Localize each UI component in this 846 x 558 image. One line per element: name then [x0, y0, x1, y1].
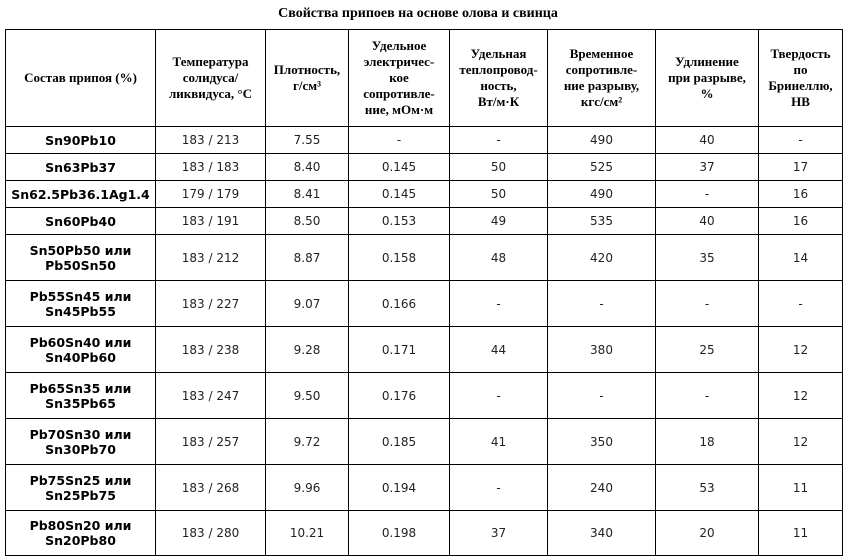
cell-temperature: 183 / 183	[156, 154, 266, 181]
cell-elongation: 37	[656, 154, 759, 181]
cell-composition: Pb60Sn40 или Sn40Pb60	[6, 327, 156, 373]
cell-resistivity: 0.194	[349, 465, 450, 511]
cell-temperature: 183 / 247	[156, 373, 266, 419]
cell-temperature: 183 / 227	[156, 281, 266, 327]
cell-hardness: 16	[759, 181, 843, 208]
cell-elongation: 25	[656, 327, 759, 373]
table-row	[6, 154, 843, 181]
cell-temperature: 183 / 268	[156, 465, 266, 511]
header-elongation: Удлинение при разрыве, %	[656, 30, 759, 127]
cell-conductivity: -	[450, 127, 548, 154]
table-row	[6, 419, 843, 465]
cell-conductivity: 49	[450, 208, 548, 235]
cell-density: 10.21	[266, 511, 349, 556]
cell-elongation: 53	[656, 465, 759, 511]
solder-properties-table	[5, 29, 843, 556]
cell-density: 8.40	[266, 154, 349, 181]
cell-composition: Pb70Sn30 или Sn30Pb70	[6, 419, 156, 465]
cell-composition: Pb75Sn25 или Sn25Pb75	[6, 465, 156, 511]
cell-density: 7.55	[266, 127, 349, 154]
cell-resistivity: 0.145	[349, 154, 450, 181]
cell-hardness: 11	[759, 511, 843, 556]
cell-temperature: 183 / 280	[156, 511, 266, 556]
header-composition: Состав припоя (%)	[6, 30, 156, 127]
cell-hardness: 12	[759, 419, 843, 465]
cell-resistivity: -	[349, 127, 450, 154]
cell-composition: Pb55Sn45 или Sn45Pb55	[6, 281, 156, 327]
cell-hardness: 12	[759, 373, 843, 419]
cell-density: 8.87	[266, 235, 349, 281]
cell-conductivity: -	[450, 373, 548, 419]
table-row	[6, 208, 843, 235]
header-temperature: Температура солидуса/ ликвидуса, °C	[156, 30, 266, 127]
cell-elongation: -	[656, 181, 759, 208]
cell-resistivity: 0.153	[349, 208, 450, 235]
cell-temperature: 183 / 238	[156, 327, 266, 373]
header-hardness: Твердость по Бринеллю, HB	[759, 30, 843, 127]
cell-tensile-strength: 340	[548, 511, 656, 556]
cell-composition: Sn62.5Pb36.1Ag1.4	[6, 181, 156, 208]
cell-conductivity: -	[450, 465, 548, 511]
cell-tensile-strength: 525	[548, 154, 656, 181]
cell-density: 8.50	[266, 208, 349, 235]
cell-density: 8.41	[266, 181, 349, 208]
cell-composition: Sn63Pb37	[6, 154, 156, 181]
cell-temperature: 183 / 212	[156, 235, 266, 281]
cell-hardness: 11	[759, 465, 843, 511]
cell-conductivity: 50	[450, 154, 548, 181]
header-tensile-strength: Временное сопротивле- ние разрыву, кгс/см²	[548, 30, 656, 127]
cell-composition: Pb65Sn35 или Sn35Pb65	[6, 373, 156, 419]
cell-hardness: -	[759, 127, 843, 154]
cell-tensile-strength: 535	[548, 208, 656, 235]
cell-density: 9.50	[266, 373, 349, 419]
cell-resistivity: 0.166	[349, 281, 450, 327]
cell-temperature: 183 / 191	[156, 208, 266, 235]
header-density: Плотность, г/см³	[266, 30, 349, 127]
cell-hardness: 17	[759, 154, 843, 181]
cell-elongation: 40	[656, 127, 759, 154]
cell-tensile-strength: -	[548, 373, 656, 419]
cell-density: 9.96	[266, 465, 349, 511]
cell-tensile-strength: -	[548, 281, 656, 327]
cell-conductivity: 48	[450, 235, 548, 281]
cell-hardness: 14	[759, 235, 843, 281]
cell-elongation: 35	[656, 235, 759, 281]
cell-resistivity: 0.145	[349, 181, 450, 208]
cell-density: 9.07	[266, 281, 349, 327]
cell-conductivity: 37	[450, 511, 548, 556]
header-row	[6, 30, 843, 127]
cell-elongation: -	[656, 373, 759, 419]
cell-temperature: 183 / 257	[156, 419, 266, 465]
cell-hardness: 16	[759, 208, 843, 235]
cell-elongation: -	[656, 281, 759, 327]
cell-resistivity: 0.171	[349, 327, 450, 373]
cell-composition: Sn90Pb10	[6, 127, 156, 154]
table-row	[6, 181, 843, 208]
table-row	[6, 373, 843, 419]
cell-resistivity: 0.158	[349, 235, 450, 281]
cell-elongation: 18	[656, 419, 759, 465]
header-resistivity: Удельное электричес- кое сопротивле- ние, мОм·м	[349, 30, 450, 127]
table-title: Свойства припоев на основе олова и свинца	[278, 6, 558, 21]
cell-resistivity: 0.176	[349, 373, 450, 419]
cell-elongation: 20	[656, 511, 759, 556]
cell-tensile-strength: 490	[548, 181, 656, 208]
cell-tensile-strength: 420	[548, 235, 656, 281]
cell-tensile-strength: 240	[548, 465, 656, 511]
cell-conductivity: 50	[450, 181, 548, 208]
header-conductivity: Удельная теплопровод- ность, Вт/м·К	[450, 30, 548, 127]
table-row	[6, 511, 843, 556]
cell-conductivity: -	[450, 281, 548, 327]
table-row	[6, 465, 843, 511]
cell-resistivity: 0.185	[349, 419, 450, 465]
table-row	[6, 235, 843, 281]
cell-composition: Sn50Pb50 или Pb50Sn50	[6, 235, 156, 281]
cell-resistivity: 0.198	[349, 511, 450, 556]
cell-composition: Sn60Pb40	[6, 208, 156, 235]
cell-tensile-strength: 490	[548, 127, 656, 154]
cell-density: 9.72	[266, 419, 349, 465]
table-row	[6, 127, 843, 154]
cell-tensile-strength: 380	[548, 327, 656, 373]
cell-conductivity: 41	[450, 419, 548, 465]
cell-composition: Pb80Sn20 или Sn20Pb80	[6, 511, 156, 556]
table-row	[6, 327, 843, 373]
cell-elongation: 40	[656, 208, 759, 235]
cell-temperature: 179 / 179	[156, 181, 266, 208]
cell-hardness: 12	[759, 327, 843, 373]
cell-hardness: -	[759, 281, 843, 327]
cell-density: 9.28	[266, 327, 349, 373]
cell-conductivity: 44	[450, 327, 548, 373]
cell-tensile-strength: 350	[548, 419, 656, 465]
table-row	[6, 281, 843, 327]
cell-temperature: 183 / 213	[156, 127, 266, 154]
